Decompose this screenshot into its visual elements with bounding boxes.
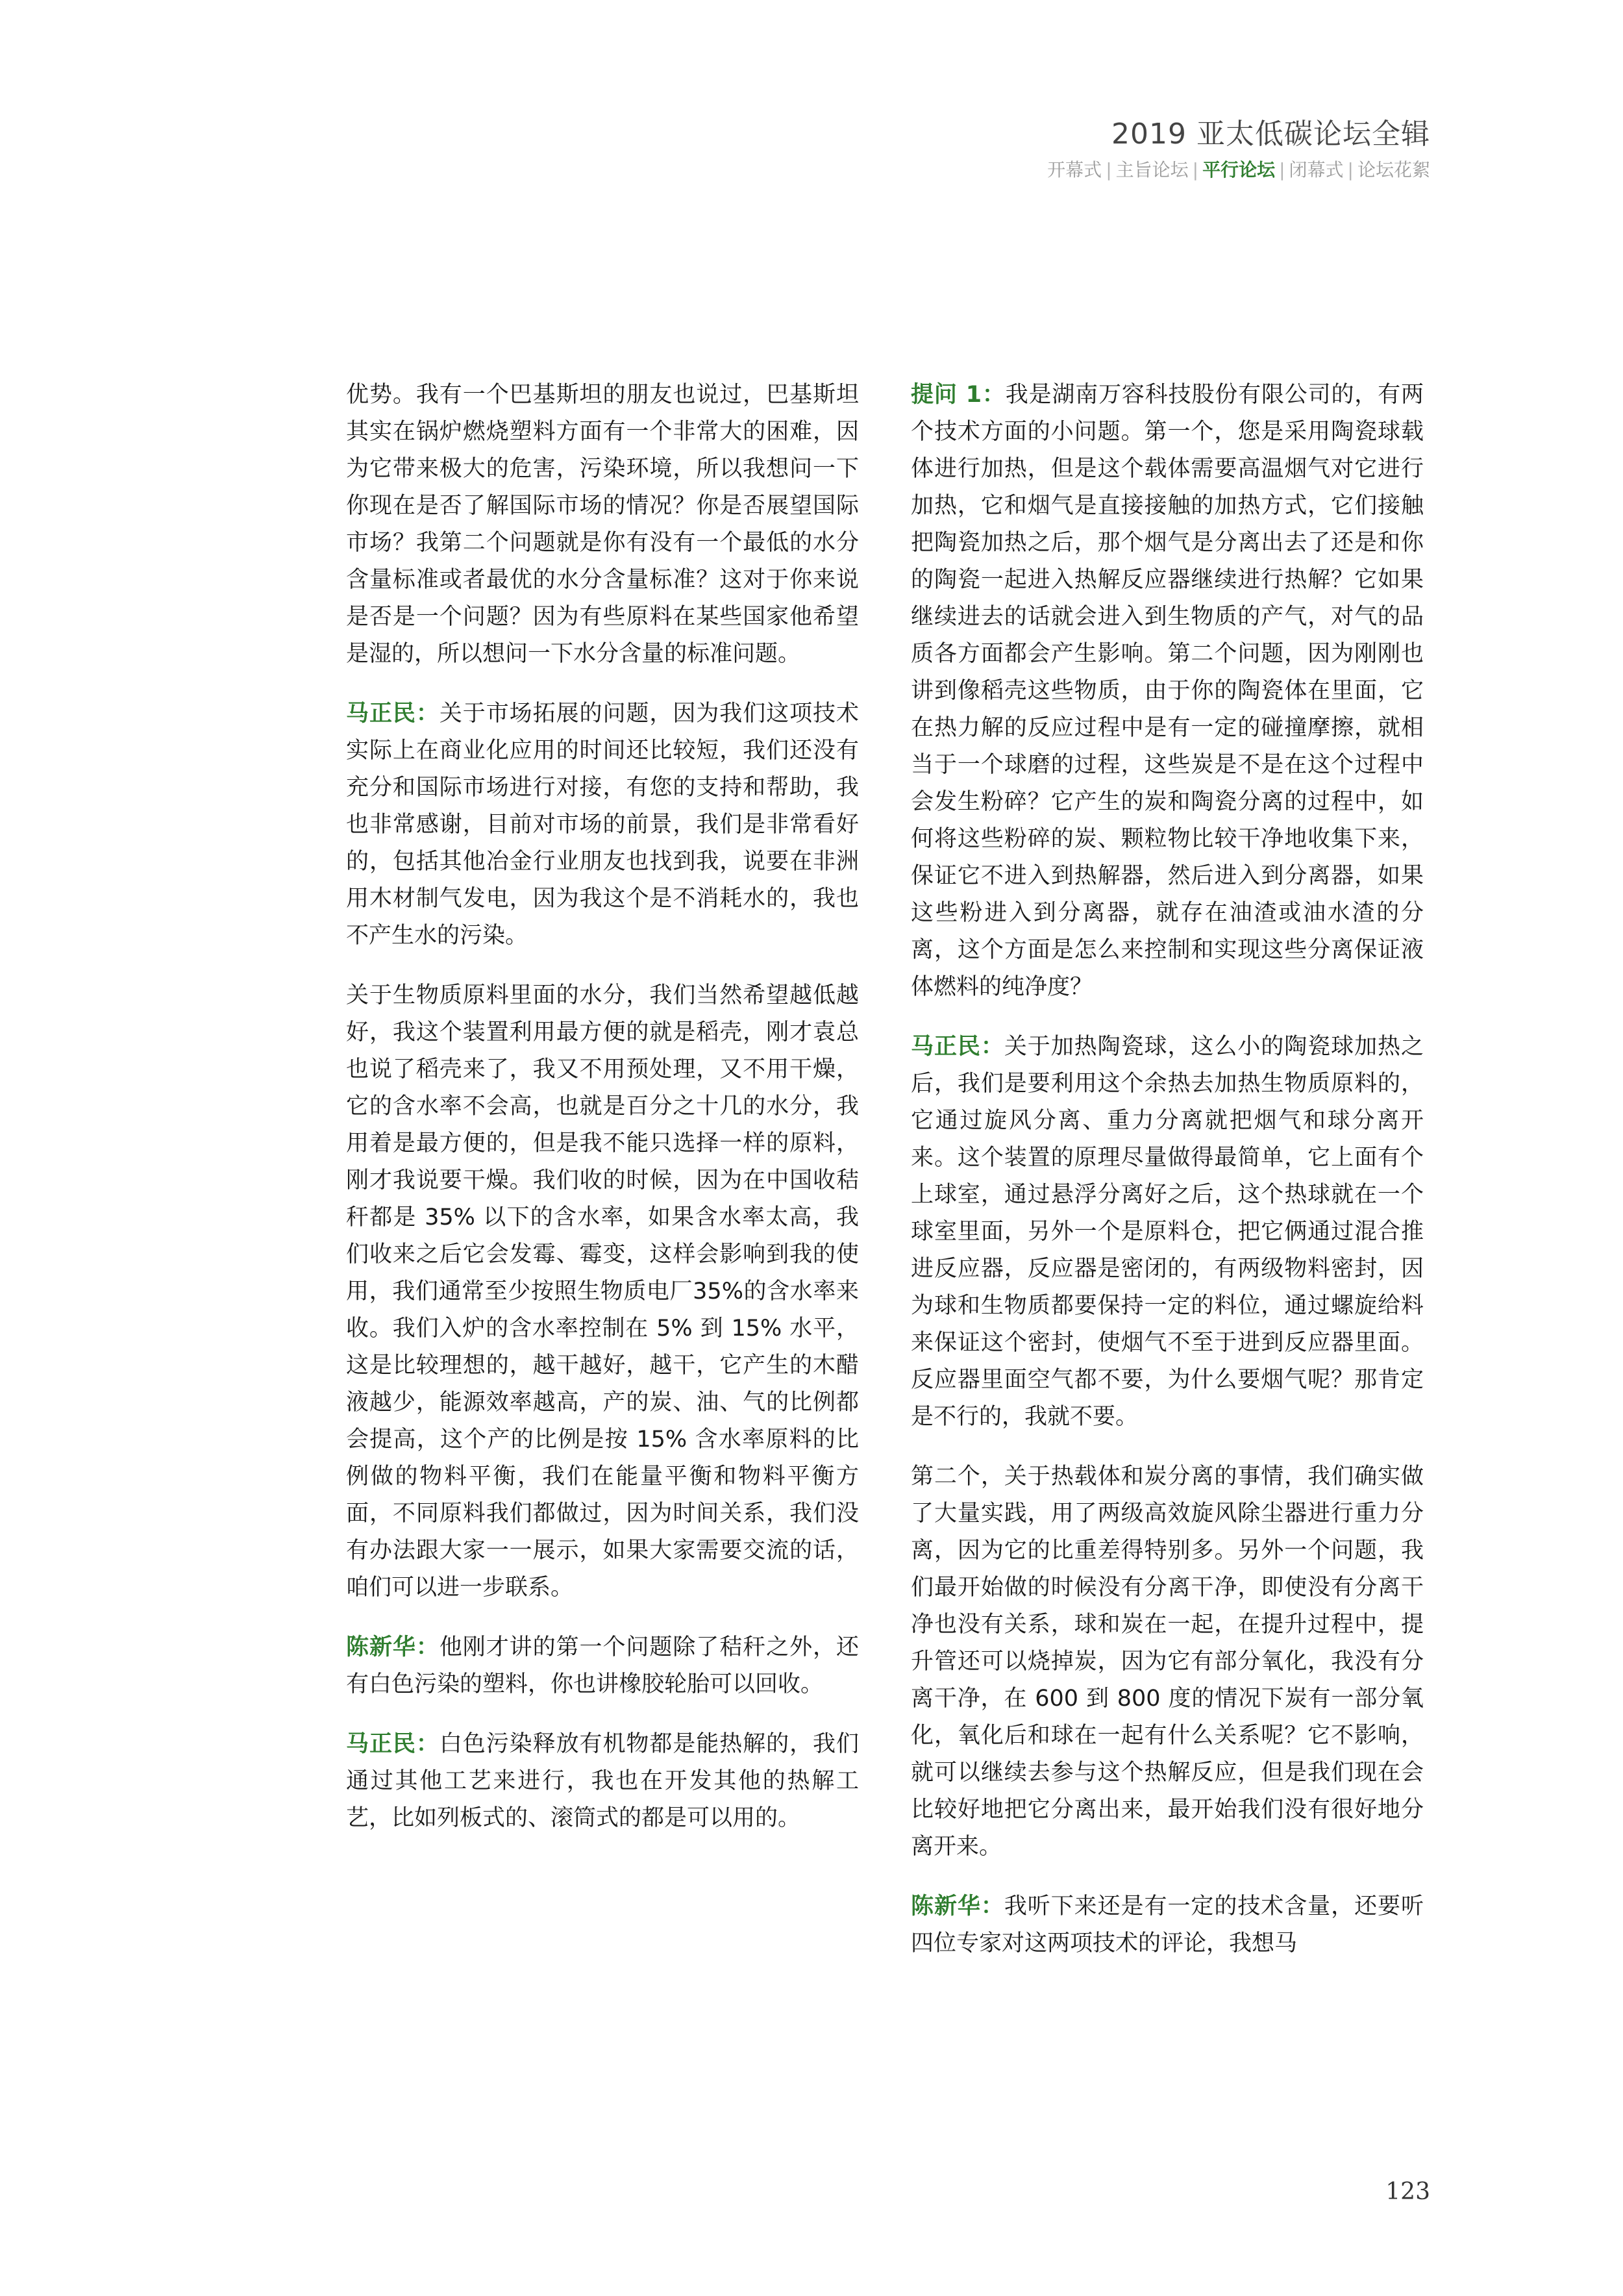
left-column bbox=[346, 377, 859, 1860]
paragraph bbox=[346, 977, 859, 1606]
paragraph-text: 第二个，关于热载体和炭分离的事情，我们确实做了大量实践，用了两级高效旋风除尘器进行重力分离，因为它的比重差得特别多。另外一个问题，我们最开始做的时候没有分离干净，即使没有分离干净也没有关系，球和炭在一起，在提升过程中，提升管还可以烧掉炭，因为它有部分氧化，我没有分离干净，在 600 到 800 度的情况下炭有一部分氧化，氧化后和球在一起有什么关系呢？它不影响，就可以继续去参与这个热解反应，但是我们现在会比较好地把它分离出来，最开始我们没有很好地分离开来。 bbox=[911, 1464, 1424, 1860]
paragraph bbox=[911, 377, 1424, 1006]
speaker-label: 陈新华： bbox=[911, 1893, 1004, 1919]
nav-separator: | bbox=[1347, 159, 1354, 181]
nav-parallel-forum[interactable]: 平行论坛 bbox=[1202, 159, 1276, 181]
nav-highlights[interactable]: 论坛花絮 bbox=[1357, 159, 1430, 181]
nav-separator: | bbox=[1279, 159, 1285, 181]
paragraph bbox=[346, 377, 859, 673]
paragraph-text: 白色污染释放有机物都是能热解的，我们通过其他工艺来进行，我也在开发其他的热解工艺，比如列板式的、滚筒式的都是可以用的。 bbox=[346, 1731, 859, 1831]
speaker-label: 提问 1： bbox=[911, 382, 1006, 408]
paragraph-text: 我听下来还是有一定的技术含量，还要听四位专家对这两项技术的评论，我想马 bbox=[911, 1893, 1424, 1956]
paragraph bbox=[911, 1029, 1424, 1436]
paragraph-text: 关于市场拓展的问题，因为我们这项技术实际上在商业化应用的时间还比较短，我们还没有充分和国际市场进行对接，有您的支持和帮助，我也非常感谢，目前对市场的前景，我们是非常看好的，包括其他冶金行业朋友也找到我，说要在非洲用木材制气发电，因为我这个是不消耗水的，我也不产生水的污染。 bbox=[346, 701, 859, 949]
speaker-label: 马正民： bbox=[346, 701, 440, 727]
paragraph-text: 关于生物质原料里面的水分，我们当然希望越低越好，我这个装置利用最方便的就是稻壳，刚才袁总也说了稻壳来了，我又不用预处理，又不用干燥，它的含水率不会高，也就是百分之十几的水分，我用着是最方便的，但是我不能只选择一样的原料，刚才我说要干燥。我们收的时候，因为在中国收秸秆都是 35% 以下的含水率，如果含水率太高，我们收来之后它会发霉、霉变，这样会影响到我的使用，我们通常至少按照生物质电厂35%的含水率来收。我们入炉的含水率控制在 5% 到 15% 水平，这是比较理想的，越干越好，越干，它产生的木醋液越少，能源效率越高，产的炭、油、气的比例都会提高，这个产的比例是按 15% 含水率原料的比例做的物料平衡，我们在能量平衡和物料平衡方面，不同原料我们都做过，因为时间关系，我们没有办法跟大家一一展示，如果大家需要交流的话，咱们可以进一步联系。 bbox=[346, 982, 859, 1601]
paragraph-text: 关于加热陶瓷球，这么小的陶瓷球加热之后，我们是要利用这个余热去加热生物质原料的，它通过旋风分离、重力分离就把烟气和球分离开来。这个装置的原理尽量做得最简单，它上面有个上球室，通过悬浮分离好之后，这个热球就在一个球室里面，另外一个是原料仓，把它俩通过混合推进反应器，反应器是密闭的，有两级物料密封，因为球和生物质都要保持一定的料位，通过螺旋给料来保证这个密封，使烟气不至于进到反应器里面。反应器里面空气都不要，为什么要烟气呢？那肯定是不行的，我就不要。 bbox=[911, 1034, 1424, 1430]
section-nav bbox=[1047, 156, 1430, 182]
paragraph-text: 优势。我有一个巴基斯坦的朋友也说过，巴基斯坦其实在锅炉燃烧塑料方面有一个非常大的困难，因为它带来极大的危害，污染环境，所以我想问一下你现在是否了解国际市场的情况？你是否展望国际市场？我第二个问题就是你有没有一个最低的水分含量标准或者最优的水分含量标准？这对于你来说是否是一个问题？因为有些原料在某些国家他希望是湿的，所以想问一下水分含量的标准问题。 bbox=[346, 382, 859, 667]
paragraph bbox=[346, 1726, 859, 1837]
nav-opening[interactable]: 开幕式 bbox=[1047, 159, 1102, 181]
speaker-label: 陈新华： bbox=[346, 1634, 440, 1660]
nav-closing[interactable]: 闭幕式 bbox=[1289, 159, 1344, 181]
paragraph bbox=[911, 1888, 1424, 1962]
paragraph bbox=[346, 1629, 859, 1703]
header-title: 2019 亚太低碳论坛全辑 bbox=[1111, 118, 1430, 151]
nav-keynote[interactable]: 主旨论坛 bbox=[1115, 159, 1189, 181]
speaker-label: 马正民： bbox=[911, 1034, 1004, 1060]
paragraph bbox=[346, 695, 859, 955]
speaker-label: 马正民： bbox=[346, 1731, 440, 1757]
paragraph-text: 他刚才讲的第一个问题除了秸秆之外，还有白色污染的塑料，你也讲橡胶轮胎可以回收。 bbox=[346, 1634, 859, 1697]
paragraph bbox=[911, 1458, 1424, 1866]
nav-separator: | bbox=[1192, 159, 1199, 181]
page-number: 123 bbox=[1385, 2178, 1430, 2205]
nav-separator: | bbox=[1106, 159, 1112, 181]
right-column bbox=[911, 377, 1424, 1985]
paragraph-text: 我是湖南万容科技股份有限公司的，有两个技术方面的小问题。第一个，您是采用陶瓷球载体进行加热，但是这个载体需要高温烟气对它进行加热，它和烟气是直接接触的加热方式，它们接触把陶瓷加热之后，那个烟气是分离出去了还是和你的陶瓷一起进入热解反应器继续进行热解？它如果继续进去的话就会进入到生物质的产气，对气的品质各方面都会产生影响。第二个问题，因为刚刚也讲到像稻壳这些物质，由于你的陶瓷体在里面，它在热力解的反应过程中是有一定的碰撞摩擦，就相当于一个球磨的过程，这些炭是不是在这个过程中会发生粉碎？它产生的炭和陶瓷分离的过程中，如何将这些粉碎的炭、颗粒物比较干净地收集下来，保证它不进入到热解器，然后进入到分离器，如果这些粉进入到分离器，就存在油渣或油水渣的分离，这个方面是怎么来控制和实现这些分离保证液体燃料的纯净度？ bbox=[911, 382, 1424, 1000]
